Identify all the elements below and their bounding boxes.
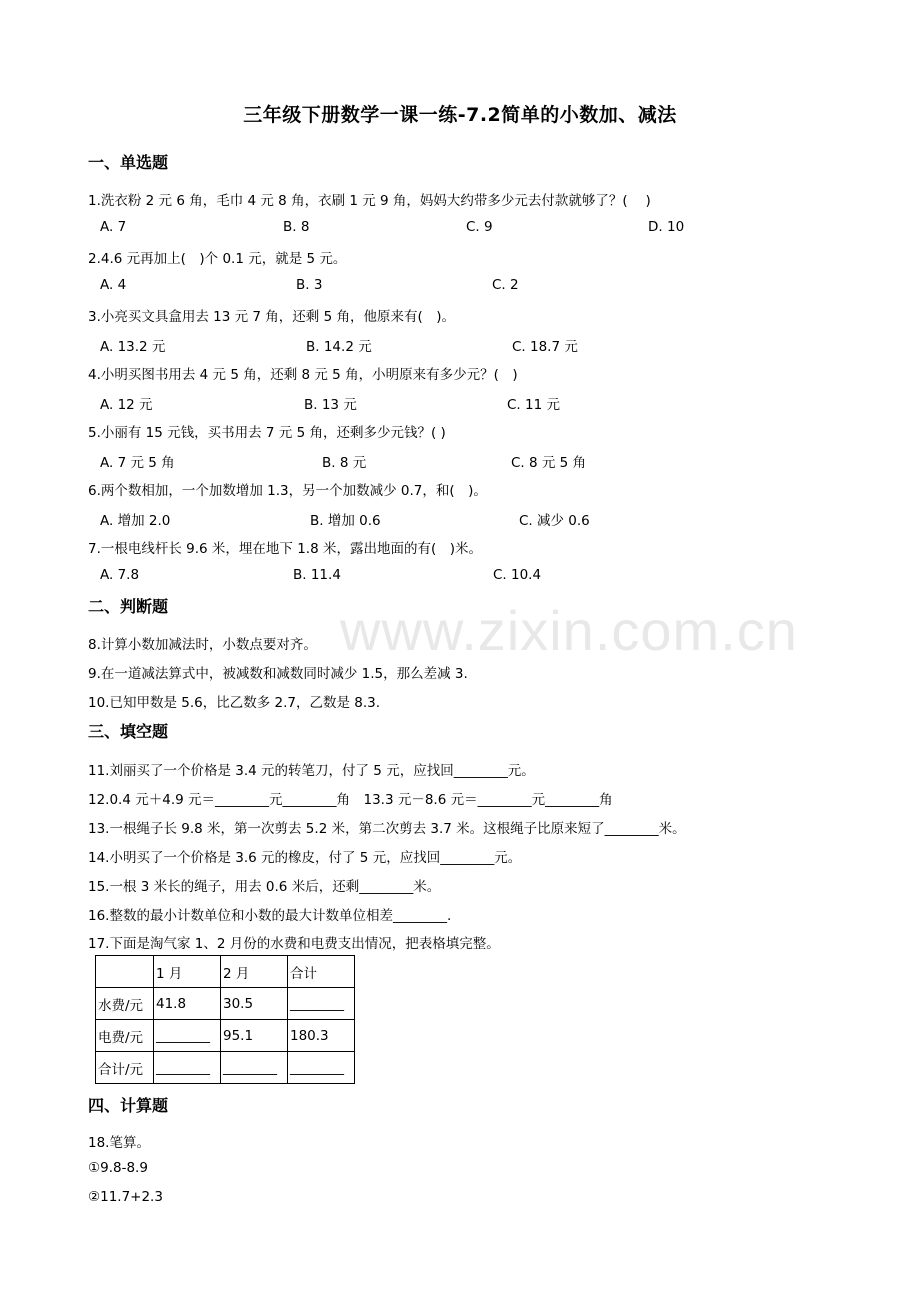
q1-option-d: D. 10: [648, 219, 685, 235]
table-cell: ________: [288, 1052, 355, 1084]
table-row: [96, 1020, 355, 1052]
q3-option-a: A. 13.2 元: [100, 339, 166, 355]
q5-option-b: B. 8 元: [322, 455, 367, 471]
question-9: 9.在一道减法算式中，被减数和减数同时减少 1.5，那么差减 3.: [88, 666, 468, 682]
table-cell: 95.1: [221, 1020, 288, 1052]
table-cell: ________: [221, 1052, 288, 1084]
q6-option-c: C. 减少 0.6: [519, 513, 590, 529]
q6-option-b: B. 增加 0.6: [310, 513, 381, 529]
section-heading-true-false: 二、判断题: [88, 597, 169, 616]
q2-option-c: C. 2: [492, 277, 519, 293]
question-2: 2.4.6 元再加上( )个 0.1 元，就是 5 元。: [88, 251, 347, 267]
question-18: 18.笔算。: [88, 1135, 150, 1151]
table-cell: 180.3: [288, 1020, 355, 1052]
q6-option-a: A. 增加 2.0: [100, 513, 171, 529]
table-cell: ________: [288, 988, 355, 1020]
question-4: 4.小明买图书用去 4 元 5 角，还剩 8 元 5 角，小明原来有多少元？( ): [88, 367, 518, 383]
q1-option-a: A. 7: [100, 219, 127, 235]
question-18-part-2: ②11.7+2.3: [88, 1189, 163, 1205]
table-cell: 合计: [288, 956, 355, 988]
question-6: 6.两个数相加，一个加数增加 1.3，另一个加数减少 0.7，和( )。: [88, 483, 487, 499]
section-heading-single-choice: 一、单选题: [88, 153, 169, 172]
question-5: 5.小丽有 15 元钱，买书用去 7 元 5 角，还剩多少元钱？( ): [88, 425, 446, 441]
question-13: 13.一根绳子长 9.8 米，第一次剪去 5.2 米，第二次剪去 3.7 米。这根绳子比原来短了________米。: [88, 821, 686, 837]
table-cell: 41.8: [154, 988, 221, 1020]
question-11: 11.刘丽买了一个价格是 3.4 元的转笔刀，付了 5 元，应找回________元。: [88, 763, 535, 779]
q4-option-c: C. 11 元: [507, 397, 560, 413]
q4-option-b: B. 13 元: [304, 397, 357, 413]
question-7: 7.一根电线杆长 9.6 米，埋在地下 1.8 米，露出地面的有( )米。: [88, 541, 483, 557]
question-15: 15.一根 3 米长的绳子，用去 0.6 米后，还剩________米。: [88, 879, 441, 895]
q7-option-a: A. 7.8: [100, 567, 140, 583]
section-heading-calculation: 四、计算题: [88, 1096, 169, 1115]
table-row: [96, 988, 355, 1020]
q5-option-a: A. 7 元 5 角: [100, 455, 175, 471]
question-1: 1.洗衣粉 2 元 6 角，毛巾 4 元 8 角，衣刷 1 元 9 角，妈妈大约带多少元去付款就够了？( ): [88, 193, 651, 209]
table-cell: 30.5: [221, 988, 288, 1020]
table-cell: 水费/元: [96, 988, 154, 1020]
q1-option-c: C. 9: [466, 219, 493, 235]
q3-option-b: B. 14.2 元: [306, 339, 372, 355]
question-16: 16.整数的最小计数单位和小数的最大计数单位相差________.: [88, 908, 452, 924]
section-heading-fill-blank: 三、填空题: [88, 722, 169, 741]
question-17: 17.下面是淘气家 1、2 月份的水费和电费支出情况，把表格填完整。: [88, 936, 500, 952]
q2-option-a: A. 4: [100, 277, 127, 293]
table-cell: [96, 956, 154, 988]
question-14: 14.小明买了一个价格是 3.6 元的橡皮，付了 5 元，应找回________元。: [88, 850, 522, 866]
question-12: 12.0.4 元＋4.9 元＝________元________角 13.3 元－8.6 元＝________元________角: [88, 792, 613, 808]
question-3: 3.小亮买文具盒用去 13 元 7 角，还剩 5 角，他原来有( )。: [88, 309, 456, 325]
question-8: 8.计算小数加减法时，小数点要对齐。: [88, 637, 317, 653]
q2-option-b: B. 3: [296, 277, 323, 293]
table-header-row: [96, 956, 355, 988]
table-cell: 1 月: [154, 956, 221, 988]
table-cell: 合计/元: [96, 1052, 154, 1084]
q7-option-c: C. 10.4: [493, 567, 542, 583]
q4-option-a: A. 12 元: [100, 397, 153, 413]
table-cell: 电费/元: [96, 1020, 154, 1052]
document-title: 三年级下册数学一课一练-7.2简单的小数加、减法: [243, 104, 677, 126]
question-18-part-1: ①9.8-8.9: [88, 1160, 148, 1176]
table-cell: ________: [154, 1020, 221, 1052]
table-cell: ________: [154, 1052, 221, 1084]
question-10: 10.已知甲数是 5.6，比乙数多 2.7，乙数是 8.3.: [88, 695, 381, 711]
table-cell: 2 月: [221, 956, 288, 988]
question-17-table: [95, 955, 355, 1084]
q7-option-b: B. 11.4: [293, 567, 341, 583]
watermark: www.zixin.com.cn: [340, 599, 798, 662]
q1-option-b: B. 8: [283, 219, 310, 235]
q3-option-c: C. 18.7 元: [512, 339, 578, 355]
table-row: [96, 1052, 355, 1084]
q5-option-c: C. 8 元 5 角: [511, 455, 587, 471]
